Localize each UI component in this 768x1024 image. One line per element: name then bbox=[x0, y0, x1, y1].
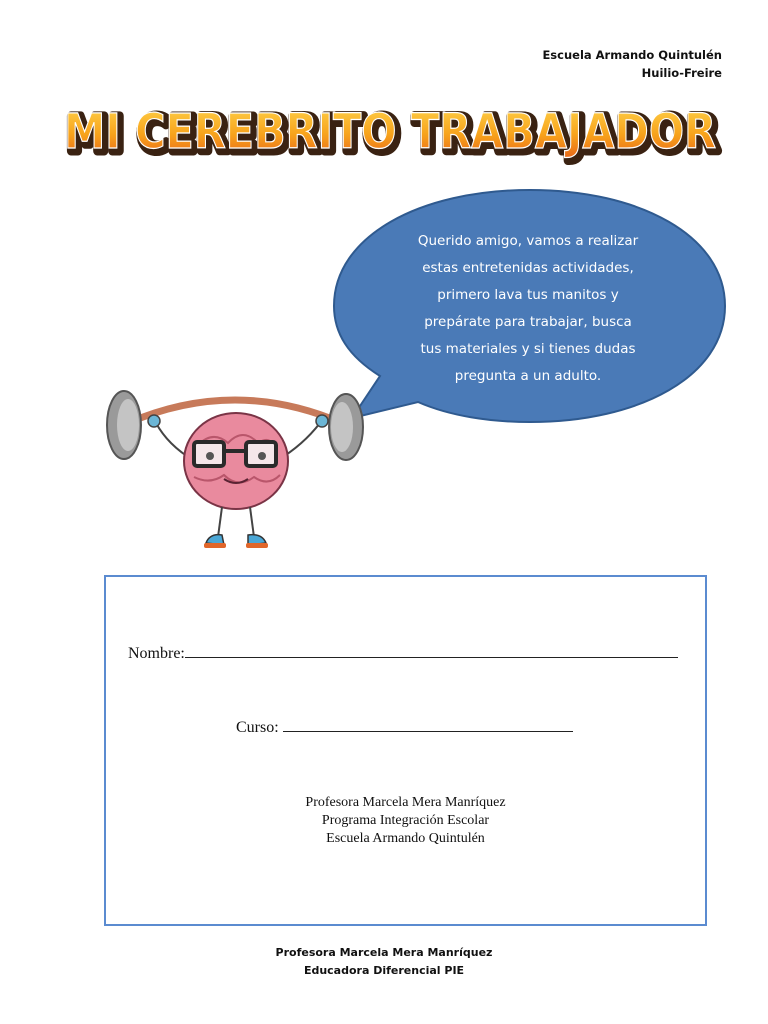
legs bbox=[204, 507, 268, 548]
page-footer bbox=[0, 944, 768, 980]
student-info-box bbox=[104, 575, 707, 926]
nombre-blank-line[interactable] bbox=[185, 645, 678, 658]
credits-school: Escuela Armando Quintulén bbox=[326, 831, 485, 846]
bubble-line: primero lava tus manitos y bbox=[437, 287, 619, 303]
school-header bbox=[542, 46, 722, 82]
credits-program: Programa Integración Escolar bbox=[321, 813, 490, 828]
nombre-label: Nombre: bbox=[128, 645, 185, 662]
bubble-line: estas entretenidas actividades, bbox=[422, 260, 634, 276]
right-weight-plate bbox=[329, 394, 363, 460]
footer-teacher: Profesora Marcela Mera Manríquez bbox=[275, 946, 493, 959]
curso-label: Curso: bbox=[236, 719, 279, 736]
footer-role: Educadora Diferencial PIE bbox=[303, 964, 465, 977]
bubble-line: pregunta a un adulto. bbox=[454, 368, 602, 384]
school-location: Huilio-Freire bbox=[641, 66, 722, 80]
nombre-field[interactable] bbox=[128, 645, 678, 663]
bubble-line: prepárate para trabajar, busca bbox=[424, 314, 632, 330]
curso-blank-line[interactable] bbox=[283, 719, 573, 732]
teacher-credits bbox=[104, 794, 707, 848]
speech-bubble-text bbox=[392, 228, 664, 390]
page-title bbox=[50, 95, 730, 167]
bubble-line: Querido amigo, vamos a realizar bbox=[417, 233, 639, 249]
bubble-line: tus materiales y si tienes dudas bbox=[420, 341, 636, 357]
school-name: Escuela Armando Quintulén bbox=[542, 48, 722, 62]
curso-field[interactable] bbox=[236, 719, 573, 737]
page-title-text: MI CEREBRITO TRABAJADOR bbox=[64, 104, 716, 160]
brain-weightlifter-illustration bbox=[98, 385, 373, 560]
left-weight-plate bbox=[107, 391, 141, 459]
page-title-shadow: MI CEREBRITO TRABAJADOR bbox=[67, 107, 719, 163]
credits-teacher: Profesora Marcela Mera Manríquez bbox=[305, 795, 506, 810]
